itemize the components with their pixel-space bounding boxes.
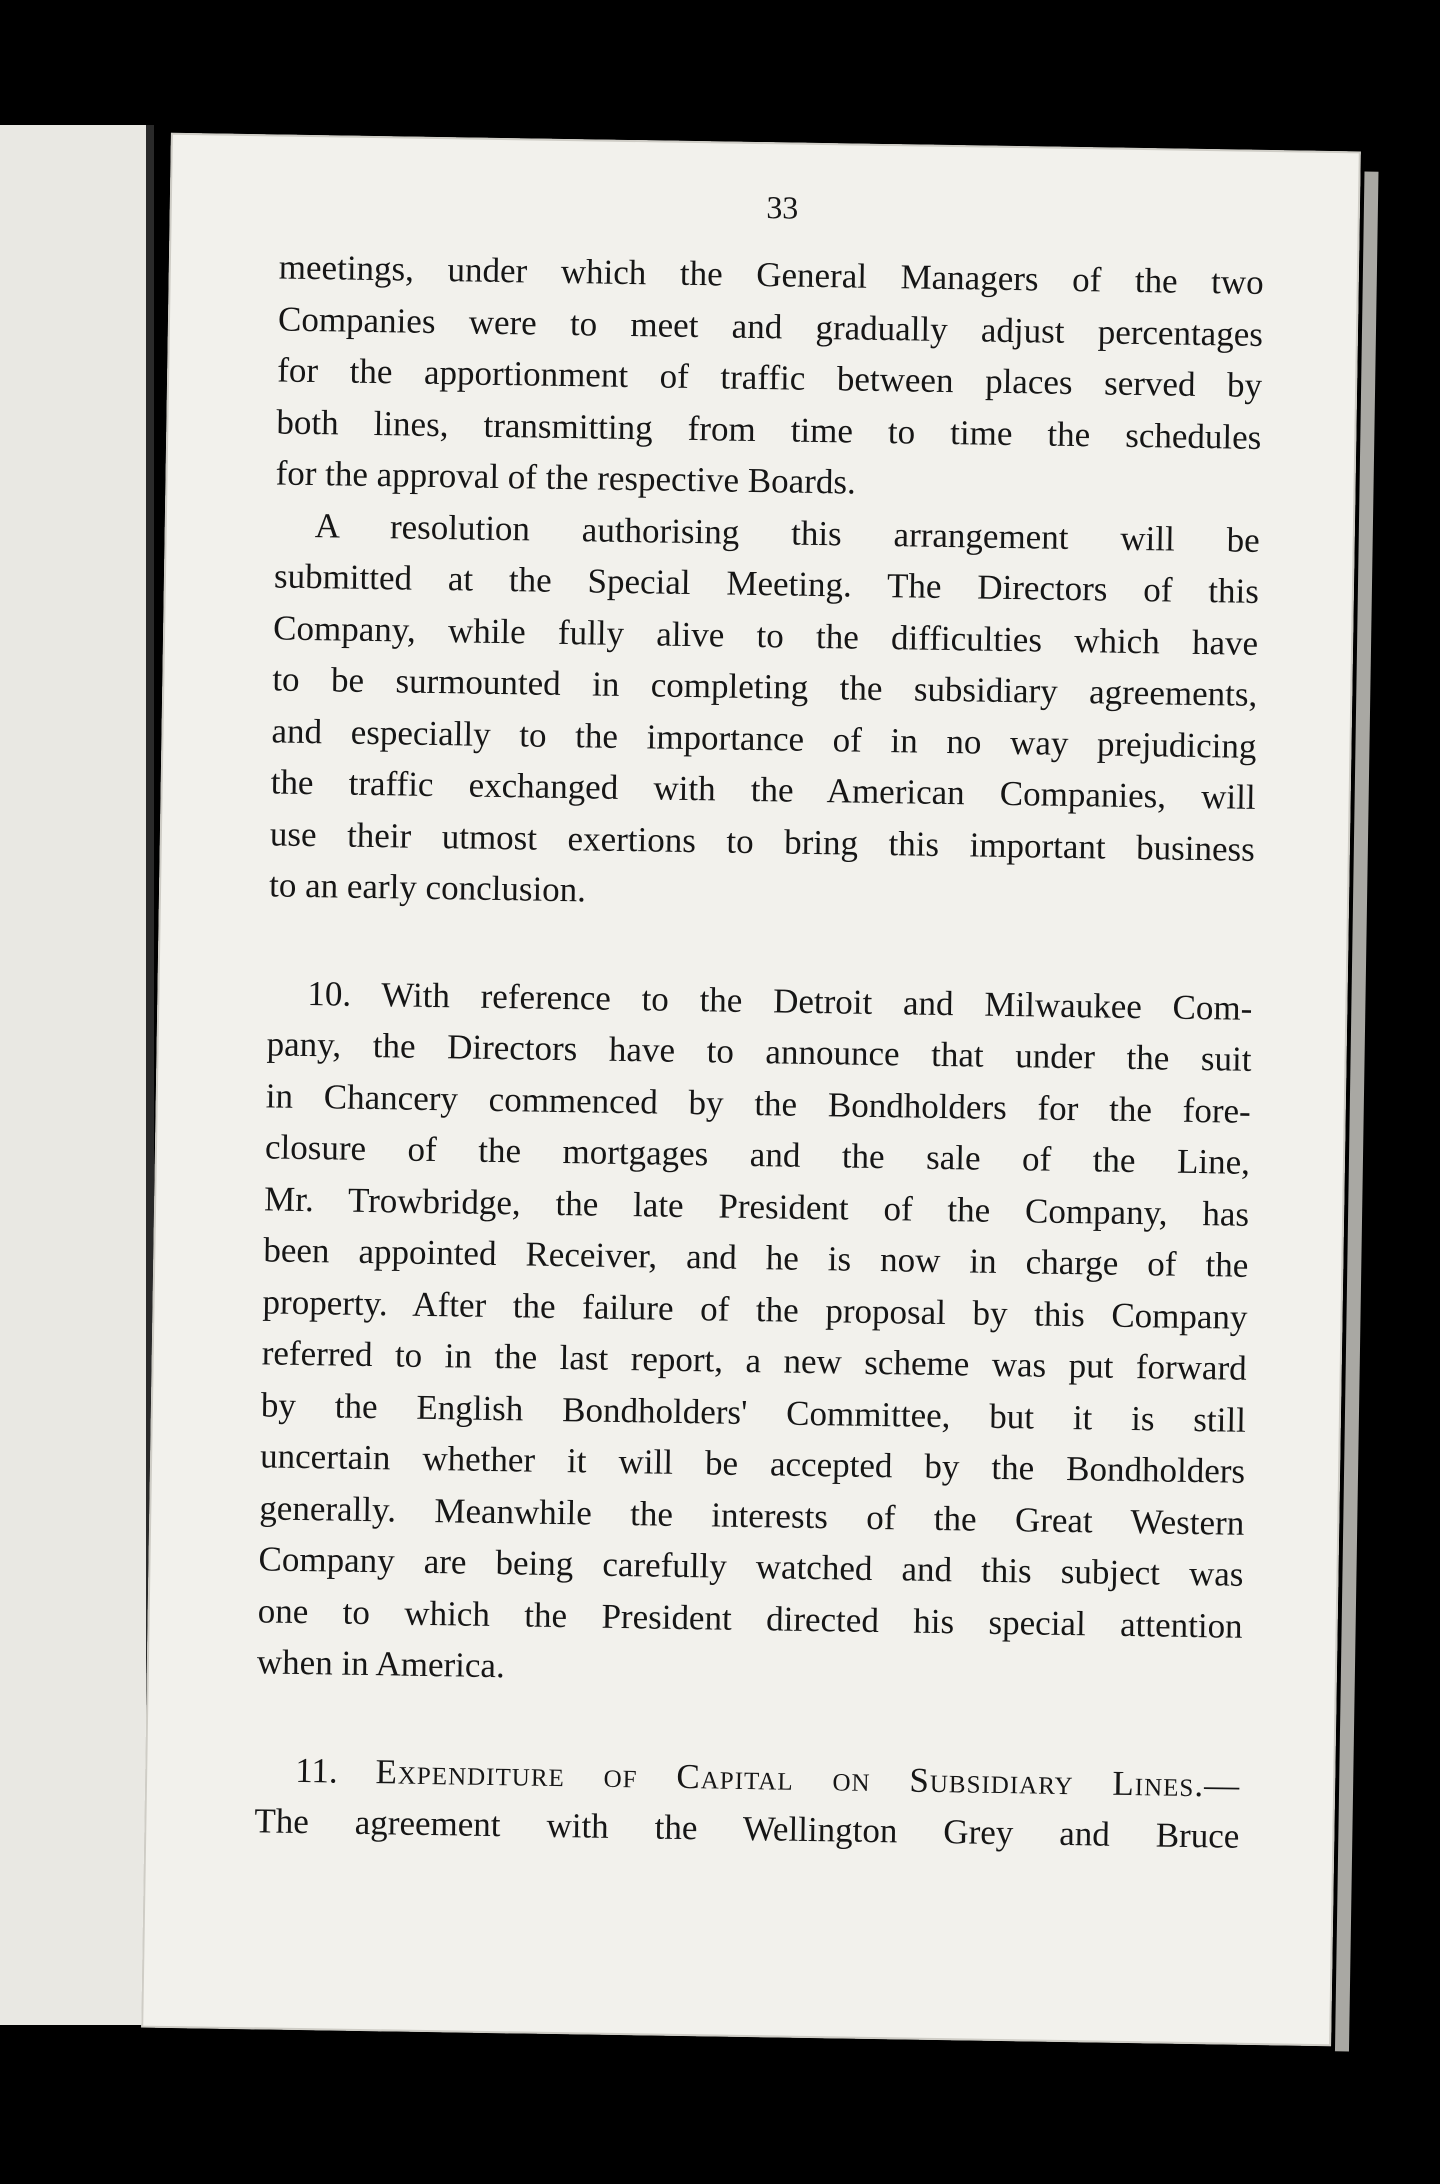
text-line: A resolution authorising this arrangement will be — [314, 505, 1261, 560]
text-line: The agreement with the Wellington Grey and Bruce — [254, 1801, 1240, 1856]
page-number: 33 — [766, 189, 799, 226]
text-line: generally. Meanwhile the interests of the Great Western — [259, 1487, 1245, 1543]
text-line: been appointed Receiver, and he is now in charge of the — [263, 1230, 1249, 1285]
book-page — [141, 133, 1361, 2046]
text-line: property. After the failure of the proposal by this Company — [262, 1281, 1248, 1337]
text-line: Company are being carefully watched and this subject was — [258, 1539, 1244, 1594]
text-line: pany, the Directors have to announce that under the suit — [266, 1024, 1252, 1079]
text-line: both lines, transmitting from time to time the schedules — [276, 401, 1262, 457]
section-heading: Expenditure of Capital on Subsidiary Lines.— — [375, 1751, 1241, 1805]
text-line: use their utmost exertions to bring this important business — [269, 813, 1256, 869]
paragraph-1 — [275, 241, 1264, 514]
text-line: the traffic exchanged with the American Companies, will — [270, 762, 1256, 817]
text-line: to be surmounted in completing the subsidiary agreements, — [272, 659, 1258, 714]
text-line: when in America. — [256, 1642, 506, 1686]
text-line: 10. With reference to the Detroit and Milwaukee Com- — [307, 973, 1253, 1028]
text-line: for the approval of the respective Boards. — [275, 453, 857, 502]
text-line: Mr. Trowbridge, the late President of the Company, has — [263, 1178, 1250, 1234]
page-stack-edge — [1335, 172, 1379, 2052]
text-line: Companies were to meet and gradually adjust percentages — [277, 298, 1264, 354]
text-line: Company, while fully alive to the difficulties which have — [272, 607, 1259, 663]
text-line: submitted at the Special Meeting. The Directors of this — [273, 556, 1260, 611]
previous-page-edge — [0, 125, 153, 2025]
text-line: by the English Bondholders' Committee, but it is still — [260, 1384, 1247, 1440]
text-line: closure of the mortgages and the sale of the Line, — [264, 1127, 1251, 1182]
text-line: to an early conclusion. — [268, 865, 587, 910]
section-11 — [254, 1744, 1240, 1862]
text-line: in Chancery commenced by the Bondholders for the fore- — [265, 1075, 1252, 1131]
text-line: one to which the President directed his special attention — [257, 1590, 1243, 1646]
text-line: for the apportionment of traffic between places served by — [276, 350, 1263, 405]
text-line: and especially to the importance of in no way prejudicing — [271, 710, 1257, 766]
page-text — [254, 179, 1265, 1862]
text-line: meetings, under which the General Managers of the two — [278, 247, 1265, 302]
paragraph-10 — [257, 967, 1253, 1703]
text-line: referred to in the last report, a new scheme was put forward — [261, 1333, 1247, 1388]
text-line: uncertain whether it will be accepted by the Bondholders — [259, 1436, 1246, 1491]
section-number: 11. — [294, 1750, 339, 1791]
paragraph-2 — [269, 499, 1260, 926]
